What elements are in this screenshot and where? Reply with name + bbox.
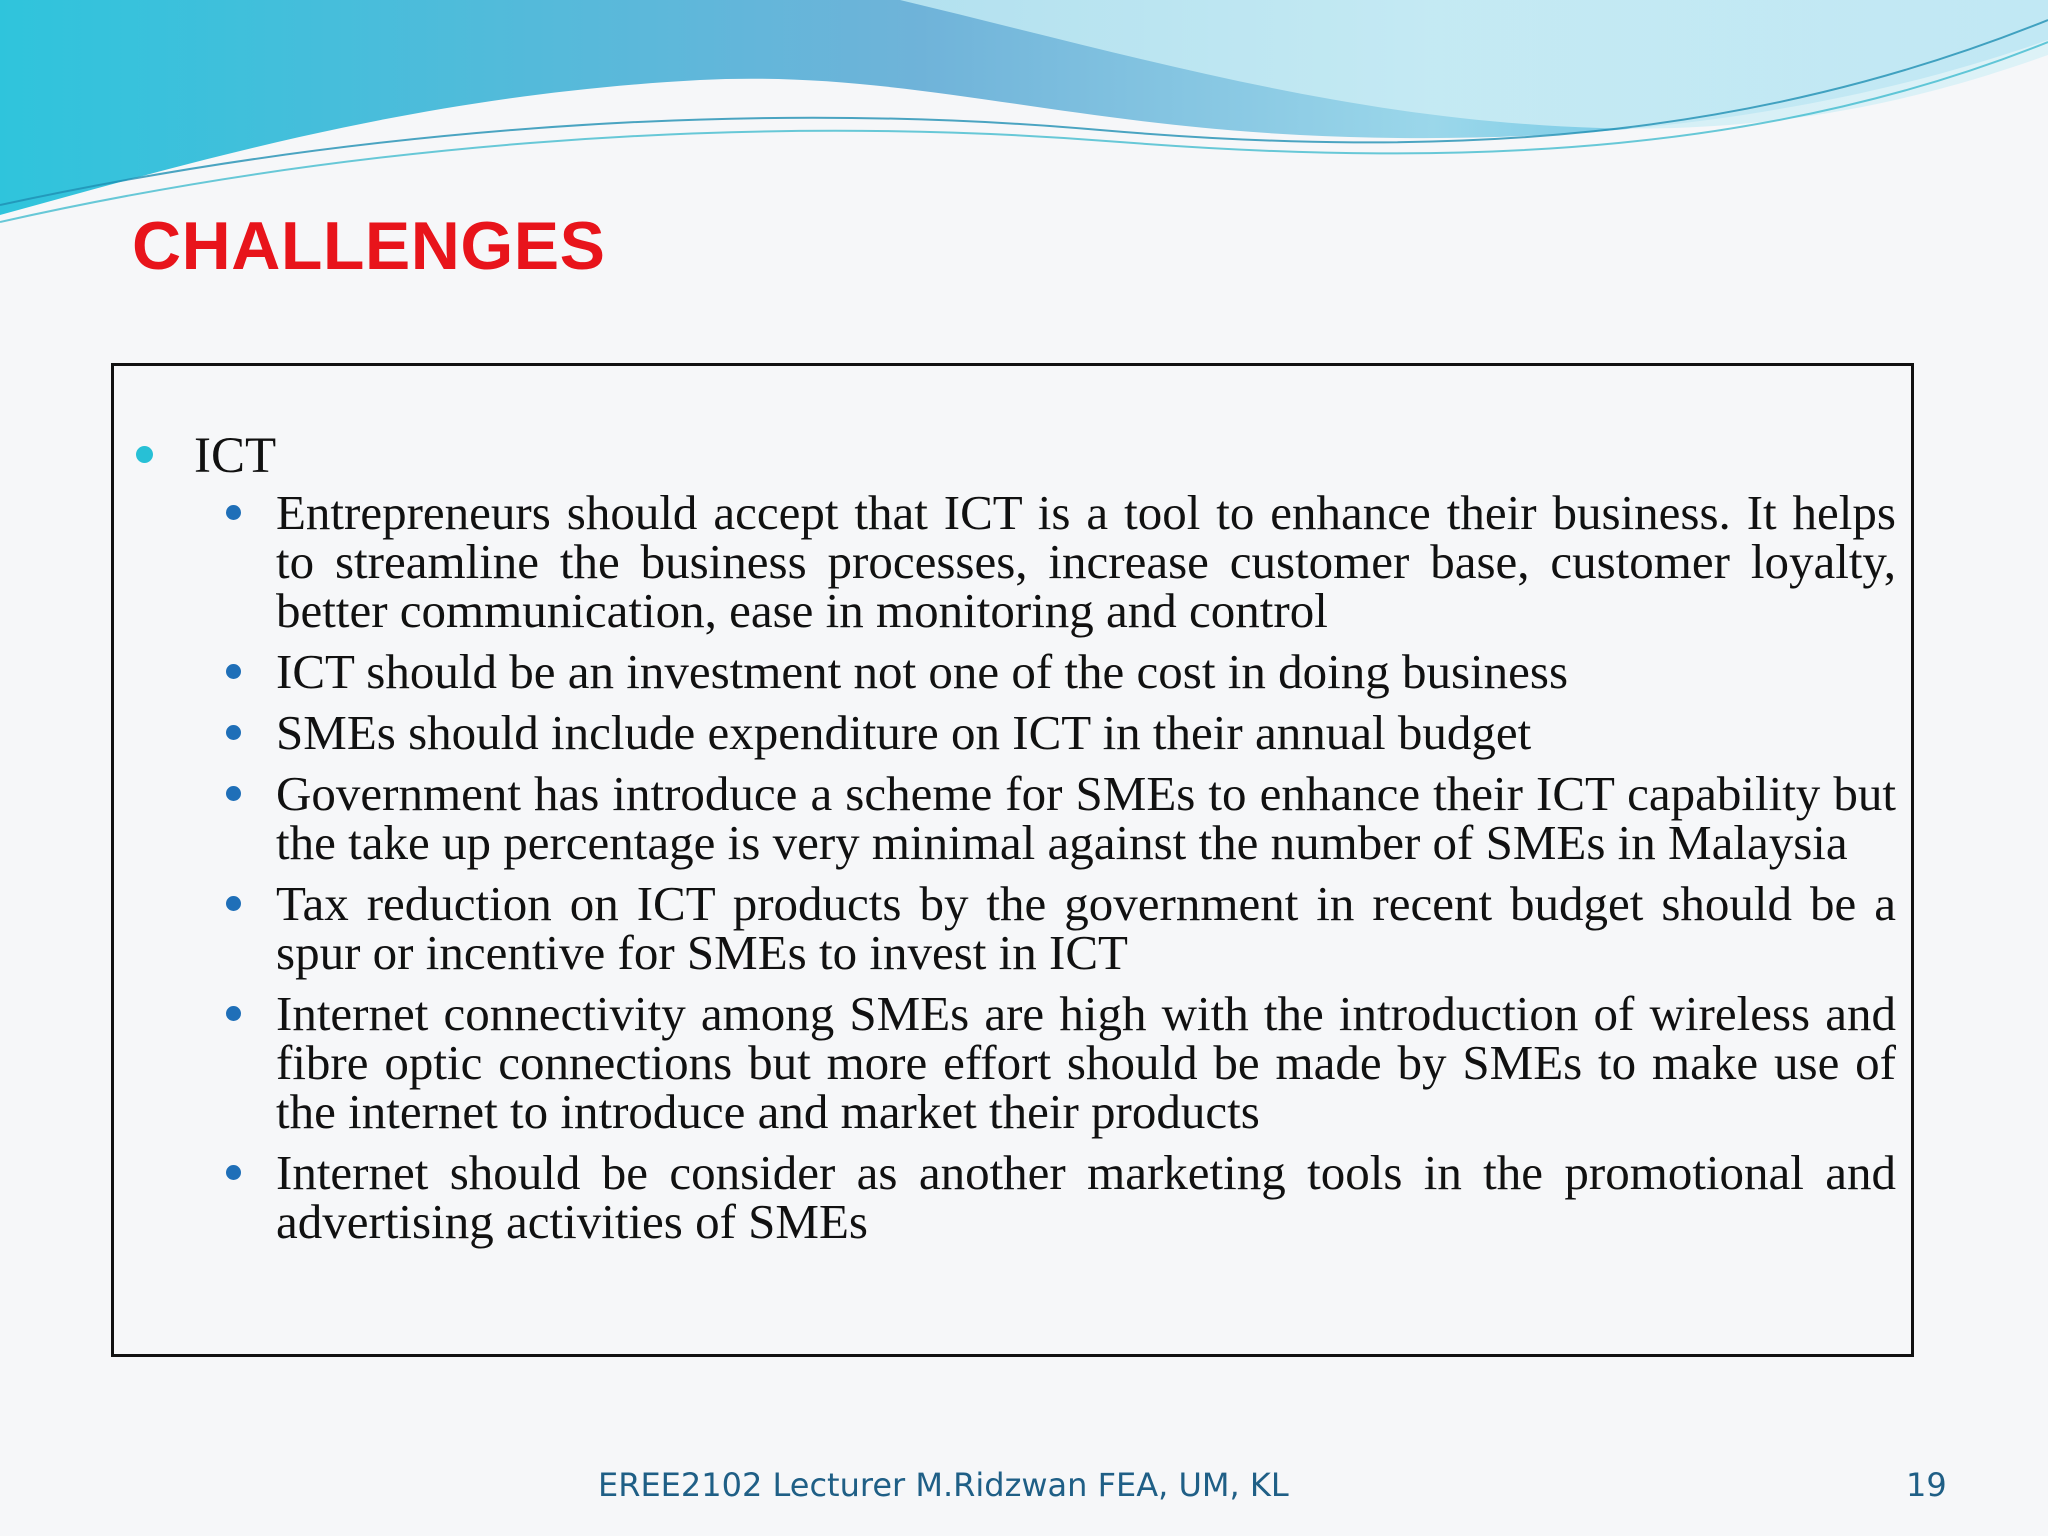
bullet-list: [136, 428, 1896, 1258]
list-item-text: ICT should be an investment not one of the cost in doing business: [276, 644, 1569, 699]
list-item-text: Government has introduce a scheme for SMEs to enhance their ICT capability but the take up percentage is very minimal against the number of SMEs in Malaysia: [276, 766, 1896, 870]
top-bullet-item: [136, 428, 1896, 484]
bullet-dot-icon: [226, 896, 241, 911]
top-bullet-text: ICT: [194, 428, 277, 484]
list-item: [276, 986, 1896, 1139]
bullet-dot-icon: [226, 1006, 241, 1021]
list-item-text: SMEs should include expenditure on ICT in their annual budget: [276, 705, 1532, 760]
list-item-text: Tax reduction on ICT products by the government in recent budget should be a spur or incentive for SMEs to invest in ICT: [276, 876, 1896, 980]
page-number: 19: [1906, 1466, 1947, 1504]
bullet-dot-icon: [226, 786, 241, 801]
list-item: [276, 705, 1896, 760]
list-item: [276, 1145, 1896, 1249]
bullet-dot-icon: [226, 725, 241, 740]
list-item: [276, 485, 1896, 638]
list-item: [276, 876, 1896, 980]
bullet-dot-icon: [226, 664, 241, 679]
bullet-dot-icon: [136, 446, 153, 463]
bullet-dot-icon: [226, 1165, 241, 1180]
list-item: [276, 644, 1896, 699]
list-item-text: Internet should be consider as another marketing tools in the promotional and advertising activities of SMEs: [276, 1145, 1896, 1249]
list-item-text: Entrepreneurs should accept that ICT is a tool to enhance their business. It helps to streamline the business processes, increase customer base, customer loyalty, better communication, ease in monitoring and control: [276, 485, 1896, 638]
header-wave-decoration: [0, 0, 2048, 240]
bullet-dot-icon: [226, 505, 241, 520]
sub-bullet-list: [136, 485, 1896, 1249]
list-item-text: Internet connectivity among SMEs are high with the introduction of wireless and fibre optic connections but more effort should be made by SMEs to make use of the internet to introduce and market their products: [276, 986, 1896, 1139]
slide-title: CHALLENGES: [132, 208, 606, 284]
footer-text: EREE2102 Lecturer M.Ridzwan FEA, UM, KL: [598, 1466, 1289, 1504]
list-item: [276, 766, 1896, 870]
